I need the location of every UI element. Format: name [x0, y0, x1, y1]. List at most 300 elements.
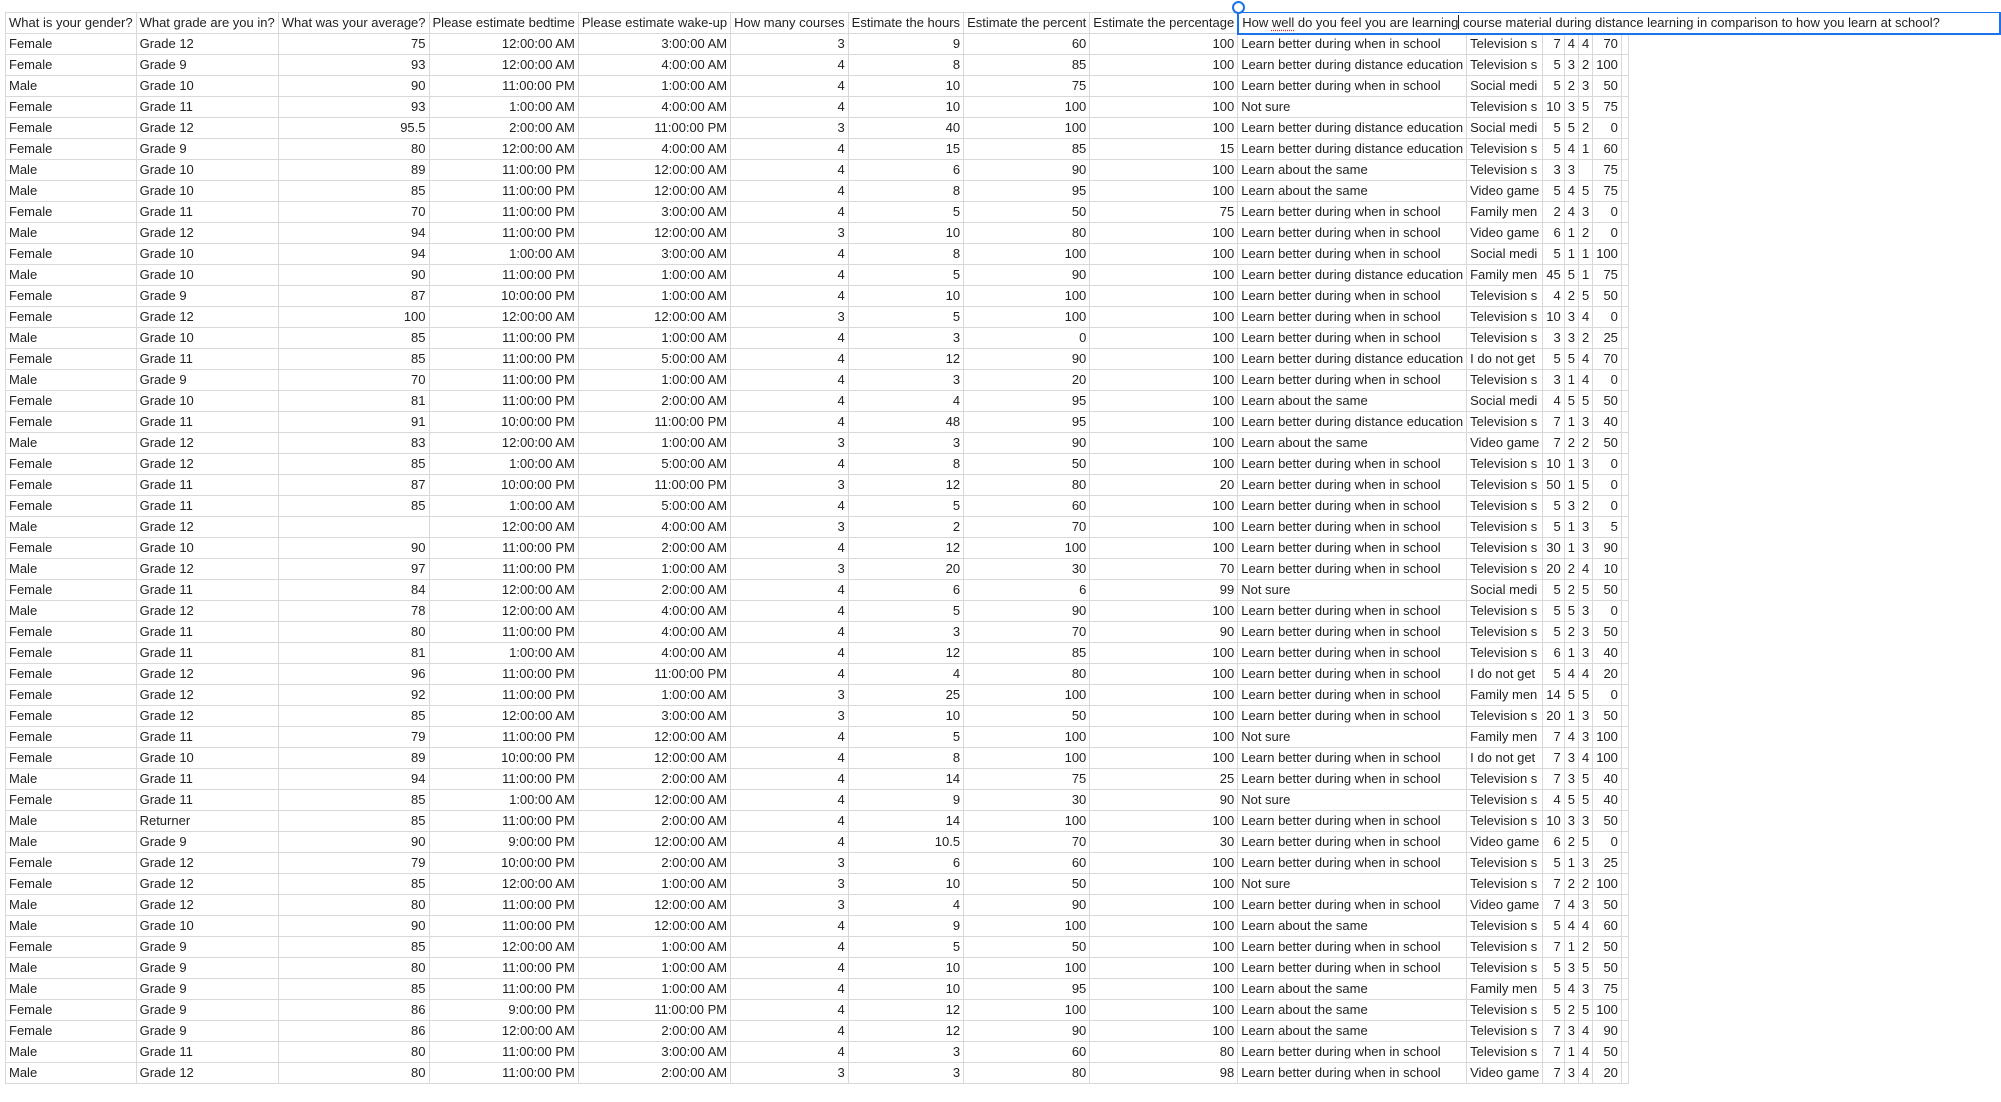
cell-col-p[interactable] — [1621, 790, 1628, 811]
cell-col-o[interactable]: 50 — [1593, 958, 1622, 979]
cell-col-n[interactable]: 5 — [1578, 286, 1592, 307]
cell-bedtime[interactable]: 11:00:00 PM — [429, 391, 578, 412]
cell-learning[interactable]: Learn better during when in school — [1238, 496, 1467, 517]
cell-wakeup[interactable]: 12:00:00 AM — [578, 748, 730, 769]
cell-col-n[interactable]: 5 — [1578, 832, 1592, 853]
cell-courses[interactable]: 4 — [731, 97, 849, 118]
cell-average[interactable]: 85 — [278, 874, 429, 895]
cell-wakeup[interactable]: 12:00:00 AM — [578, 160, 730, 181]
cell-percentage[interactable]: 100 — [1090, 412, 1238, 433]
cell-distraction[interactable]: Television s — [1467, 937, 1543, 958]
cell-col-n[interactable]: 2 — [1578, 937, 1592, 958]
cell-col-p[interactable] — [1621, 160, 1628, 181]
cell-average[interactable]: 80 — [278, 622, 429, 643]
cell-col-o[interactable]: 100 — [1593, 55, 1622, 76]
cell-hours[interactable]: 10 — [848, 76, 963, 97]
cell-courses[interactable]: 4 — [731, 811, 849, 832]
cell-gender[interactable]: Female — [6, 643, 137, 664]
header-cell-wakeup[interactable]: Please estimate wake-up — [578, 13, 730, 34]
cell-distraction[interactable]: I do not get — [1467, 349, 1543, 370]
cell-col-n[interactable]: 2 — [1578, 55, 1592, 76]
cell-percent[interactable]: 70 — [964, 622, 1090, 643]
cell-col-m[interactable]: 3 — [1564, 769, 1578, 790]
cell-col-o[interactable]: 0 — [1593, 685, 1622, 706]
cell-learning[interactable]: Learn about the same — [1238, 979, 1467, 1000]
cell-col-p[interactable] — [1621, 349, 1628, 370]
cell-percentage[interactable]: 100 — [1090, 601, 1238, 622]
cell-col-o[interactable]: 40 — [1593, 412, 1622, 433]
cell-average[interactable]: 85 — [278, 979, 429, 1000]
cell-percent[interactable]: 6 — [964, 580, 1090, 601]
cell-percentage[interactable]: 100 — [1090, 160, 1238, 181]
cell-bedtime[interactable]: 11:00:00 PM — [429, 265, 578, 286]
header-cell-courses[interactable]: How many courses — [731, 13, 849, 34]
cell-col-m[interactable]: 4 — [1564, 916, 1578, 937]
cell-percentage[interactable]: 100 — [1090, 706, 1238, 727]
cell-learning[interactable]: Learn about the same — [1238, 181, 1467, 202]
cell-bedtime[interactable]: 12:00:00 AM — [429, 55, 578, 76]
cell-hours[interactable]: 9 — [848, 34, 963, 55]
cell-col-m[interactable]: 1 — [1564, 643, 1578, 664]
cell-percentage[interactable]: 25 — [1090, 769, 1238, 790]
cell-bedtime[interactable]: 1:00:00 AM — [429, 244, 578, 265]
cell-col-n[interactable]: 5 — [1578, 685, 1592, 706]
cell-gender[interactable]: Female — [6, 937, 137, 958]
cell-distraction[interactable]: Television s — [1467, 1021, 1543, 1042]
cell-col-p[interactable] — [1621, 34, 1628, 55]
cell-col-l[interactable]: 5 — [1543, 853, 1564, 874]
cell-grade[interactable]: Returner — [136, 811, 278, 832]
cell-percentage[interactable]: 100 — [1090, 496, 1238, 517]
cell-hours[interactable]: 20 — [848, 559, 963, 580]
cell-wakeup[interactable]: 11:00:00 PM — [578, 412, 730, 433]
cell-percent[interactable]: 90 — [964, 160, 1090, 181]
cell-learning[interactable]: Learn better during when in school — [1238, 853, 1467, 874]
cell-col-o[interactable]: 50 — [1593, 286, 1622, 307]
cell-wakeup[interactable]: 1:00:00 AM — [578, 958, 730, 979]
cell-gender[interactable]: Female — [6, 664, 137, 685]
cell-hours[interactable]: 5 — [848, 496, 963, 517]
cell-wakeup[interactable]: 5:00:00 AM — [578, 454, 730, 475]
cell-distraction[interactable]: Television s — [1467, 790, 1543, 811]
cell-col-l[interactable]: 7 — [1543, 1021, 1564, 1042]
cell-col-l[interactable]: 7 — [1543, 412, 1564, 433]
cell-col-o[interactable]: 0 — [1593, 118, 1622, 139]
cell-average[interactable]: 70 — [278, 202, 429, 223]
cell-grade[interactable]: Grade 12 — [136, 307, 278, 328]
cell-average[interactable]: 97 — [278, 559, 429, 580]
cell-gender[interactable]: Female — [6, 874, 137, 895]
cell-learning[interactable]: Learn better during when in school — [1238, 958, 1467, 979]
cell-col-p[interactable] — [1621, 454, 1628, 475]
cell-col-m[interactable]: 3 — [1564, 307, 1578, 328]
header-cell-bedtime[interactable]: Please estimate bedtime — [429, 13, 578, 34]
cell-courses[interactable]: 3 — [731, 34, 849, 55]
cell-percentage[interactable]: 100 — [1090, 1000, 1238, 1021]
cell-col-m[interactable]: 4 — [1564, 895, 1578, 916]
cell-col-n[interactable]: 5 — [1578, 769, 1592, 790]
cell-hours[interactable]: 48 — [848, 412, 963, 433]
cell-col-l[interactable]: 30 — [1543, 538, 1564, 559]
cell-courses[interactable]: 4 — [731, 160, 849, 181]
cell-col-l[interactable]: 4 — [1543, 391, 1564, 412]
cell-courses[interactable]: 3 — [731, 223, 849, 244]
header-cell-hours[interactable]: Estimate the hours — [848, 13, 963, 34]
cell-learning[interactable]: Learn better during when in school — [1238, 1063, 1467, 1084]
cell-bedtime[interactable]: 9:00:00 PM — [429, 832, 578, 853]
cell-courses[interactable]: 4 — [731, 454, 849, 475]
cell-wakeup[interactable]: 12:00:00 AM — [578, 916, 730, 937]
cell-col-o[interactable]: 100 — [1593, 244, 1622, 265]
cell-average[interactable]: 95.5 — [278, 118, 429, 139]
cell-col-l[interactable]: 7 — [1543, 748, 1564, 769]
cell-col-n[interactable]: 3 — [1578, 517, 1592, 538]
cell-percentage[interactable]: 100 — [1090, 433, 1238, 454]
cell-gender[interactable]: Female — [6, 97, 137, 118]
cell-percentage[interactable]: 100 — [1090, 685, 1238, 706]
cell-hours[interactable]: 4 — [848, 664, 963, 685]
cell-col-p[interactable] — [1621, 496, 1628, 517]
cell-col-n[interactable]: 3 — [1578, 622, 1592, 643]
cell-col-p[interactable] — [1621, 307, 1628, 328]
cell-col-l[interactable]: 7 — [1543, 1063, 1564, 1084]
cell-distraction[interactable]: Social medi — [1467, 244, 1543, 265]
cell-col-p[interactable] — [1621, 244, 1628, 265]
cell-percent[interactable]: 90 — [964, 895, 1090, 916]
cell-percentage[interactable]: 30 — [1090, 832, 1238, 853]
cell-courses[interactable]: 4 — [731, 349, 849, 370]
cell-percentage[interactable]: 100 — [1090, 727, 1238, 748]
cell-bedtime[interactable]: 11:00:00 PM — [429, 1042, 578, 1063]
cell-distraction[interactable]: Video game — [1467, 832, 1543, 853]
cell-col-n[interactable]: 5 — [1578, 958, 1592, 979]
cell-average[interactable]: 91 — [278, 412, 429, 433]
cell-wakeup[interactable]: 1:00:00 AM — [578, 874, 730, 895]
cell-col-l[interactable]: 5 — [1543, 517, 1564, 538]
cell-distraction[interactable]: Television s — [1467, 853, 1543, 874]
cell-distraction[interactable]: Television s — [1467, 958, 1543, 979]
cell-distraction[interactable]: Television s — [1467, 454, 1543, 475]
cell-gender[interactable]: Female — [6, 349, 137, 370]
cell-col-p[interactable] — [1621, 979, 1628, 1000]
cell-percent[interactable]: 95 — [964, 979, 1090, 1000]
cell-average[interactable]: 80 — [278, 1042, 429, 1063]
cell-gender[interactable]: Female — [6, 622, 137, 643]
cell-learning[interactable]: Not sure — [1238, 727, 1467, 748]
cell-hours[interactable]: 10 — [848, 958, 963, 979]
cell-grade[interactable]: Grade 9 — [136, 979, 278, 1000]
cell-distraction[interactable]: I do not get — [1467, 748, 1543, 769]
cell-wakeup[interactable]: 11:00:00 PM — [578, 475, 730, 496]
cell-col-o[interactable]: 0 — [1593, 475, 1622, 496]
cell-col-p[interactable] — [1621, 958, 1628, 979]
cell-learning[interactable]: Learn better during distance education — [1238, 412, 1467, 433]
cell-col-p[interactable] — [1621, 748, 1628, 769]
cell-col-p[interactable] — [1621, 601, 1628, 622]
cell-learning[interactable]: Learn better during when in school — [1238, 244, 1467, 265]
cell-percentage[interactable]: 100 — [1090, 265, 1238, 286]
cell-hours[interactable]: 15 — [848, 139, 963, 160]
cell-col-o[interactable]: 25 — [1593, 853, 1622, 874]
cell-distraction[interactable]: Social medi — [1467, 580, 1543, 601]
cell-hours[interactable]: 5 — [848, 265, 963, 286]
cell-gender[interactable]: Female — [6, 1021, 137, 1042]
cell-col-p[interactable] — [1621, 517, 1628, 538]
cell-col-m[interactable]: 5 — [1564, 265, 1578, 286]
cell-col-m[interactable]: 3 — [1564, 748, 1578, 769]
cell-average[interactable]: 85 — [278, 496, 429, 517]
cell-courses[interactable]: 4 — [731, 727, 849, 748]
cell-wakeup[interactable]: 3:00:00 AM — [578, 202, 730, 223]
cell-col-l[interactable]: 4 — [1543, 790, 1564, 811]
cell-average[interactable]: 87 — [278, 286, 429, 307]
cell-wakeup[interactable]: 2:00:00 AM — [578, 811, 730, 832]
cell-col-o[interactable]: 50 — [1593, 580, 1622, 601]
cell-average[interactable]: 80 — [278, 895, 429, 916]
cell-bedtime[interactable]: 11:00:00 PM — [429, 370, 578, 391]
cell-wakeup[interactable]: 1:00:00 AM — [578, 328, 730, 349]
cell-courses[interactable]: 4 — [731, 748, 849, 769]
cell-col-p[interactable] — [1621, 412, 1628, 433]
cell-col-o[interactable]: 75 — [1593, 979, 1622, 1000]
cell-col-m[interactable]: 1 — [1564, 370, 1578, 391]
cell-courses[interactable]: 4 — [731, 76, 849, 97]
cell-wakeup[interactable]: 2:00:00 AM — [578, 538, 730, 559]
cell-percent[interactable]: 95 — [964, 412, 1090, 433]
cell-gender[interactable]: Male — [6, 76, 137, 97]
cell-col-p[interactable] — [1621, 76, 1628, 97]
cell-hours[interactable]: 12 — [848, 475, 963, 496]
cell-bedtime[interactable]: 12:00:00 AM — [429, 601, 578, 622]
cell-col-o[interactable]: 0 — [1593, 601, 1622, 622]
cell-gender[interactable]: Male — [6, 223, 137, 244]
cell-learning[interactable]: Learn better during when in school — [1238, 643, 1467, 664]
cell-percentage[interactable]: 100 — [1090, 55, 1238, 76]
cell-bedtime[interactable]: 11:00:00 PM — [429, 181, 578, 202]
cell-col-l[interactable]: 3 — [1543, 370, 1564, 391]
cell-col-m[interactable]: 1 — [1564, 454, 1578, 475]
cell-col-n[interactable]: 5 — [1578, 97, 1592, 118]
cell-percent[interactable]: 100 — [964, 811, 1090, 832]
cell-courses[interactable]: 4 — [731, 1000, 849, 1021]
cell-gender[interactable]: Male — [6, 916, 137, 937]
cell-learning[interactable]: Learn better during distance education — [1238, 139, 1467, 160]
cell-grade[interactable]: Grade 9 — [136, 370, 278, 391]
cell-gender[interactable]: Male — [6, 433, 137, 454]
cell-bedtime[interactable]: 10:00:00 PM — [429, 412, 578, 433]
cell-gender[interactable]: Male — [6, 265, 137, 286]
cell-learning[interactable]: Learn better during when in school — [1238, 286, 1467, 307]
cell-gender[interactable]: Male — [6, 958, 137, 979]
cell-col-p[interactable] — [1621, 706, 1628, 727]
cell-courses[interactable]: 4 — [731, 496, 849, 517]
cell-wakeup[interactable]: 3:00:00 AM — [578, 244, 730, 265]
cell-col-n[interactable]: 3 — [1578, 412, 1592, 433]
cell-average[interactable]: 92 — [278, 685, 429, 706]
cell-wakeup[interactable]: 4:00:00 AM — [578, 139, 730, 160]
cell-col-n[interactable]: 3 — [1578, 853, 1592, 874]
cell-wakeup[interactable]: 12:00:00 AM — [578, 727, 730, 748]
cell-courses[interactable]: 3 — [731, 706, 849, 727]
cell-grade[interactable]: Grade 9 — [136, 286, 278, 307]
cell-wakeup[interactable]: 5:00:00 AM — [578, 496, 730, 517]
cell-col-o[interactable]: 50 — [1593, 937, 1622, 958]
cell-col-l[interactable]: 7 — [1543, 34, 1564, 55]
cell-grade[interactable]: Grade 11 — [136, 790, 278, 811]
cell-courses[interactable]: 4 — [731, 370, 849, 391]
cell-col-n[interactable]: 2 — [1578, 433, 1592, 454]
cell-percent[interactable]: 30 — [964, 559, 1090, 580]
cell-hours[interactable]: 6 — [848, 160, 963, 181]
cell-grade[interactable]: Grade 12 — [136, 874, 278, 895]
cell-bedtime[interactable]: 2:00:00 AM — [429, 118, 578, 139]
cell-bedtime[interactable]: 1:00:00 AM — [429, 643, 578, 664]
cell-col-o[interactable]: 0 — [1593, 454, 1622, 475]
cell-wakeup[interactable]: 3:00:00 AM — [578, 706, 730, 727]
cell-learning[interactable]: Learn better during when in school — [1238, 223, 1467, 244]
cell-learning[interactable]: Learn better during when in school — [1238, 664, 1467, 685]
cell-col-l[interactable]: 5 — [1543, 118, 1564, 139]
cell-learning[interactable]: Learn better during when in school — [1238, 769, 1467, 790]
cell-courses[interactable]: 3 — [731, 118, 849, 139]
cell-col-l[interactable]: 5 — [1543, 916, 1564, 937]
cell-wakeup[interactable]: 4:00:00 AM — [578, 97, 730, 118]
cell-percent[interactable]: 85 — [964, 55, 1090, 76]
cell-bedtime[interactable]: 1:00:00 AM — [429, 97, 578, 118]
cell-col-n[interactable]: 3 — [1578, 538, 1592, 559]
cell-col-m[interactable]: 1 — [1564, 538, 1578, 559]
cell-hours[interactable]: 6 — [848, 580, 963, 601]
cell-percent[interactable]: 60 — [964, 1042, 1090, 1063]
cell-percentage[interactable]: 100 — [1090, 223, 1238, 244]
cell-distraction[interactable]: Television s — [1467, 496, 1543, 517]
cell-distraction[interactable]: Television s — [1467, 517, 1543, 538]
cell-col-p[interactable] — [1621, 286, 1628, 307]
cell-col-p[interactable] — [1621, 916, 1628, 937]
cell-bedtime[interactable]: 12:00:00 AM — [429, 517, 578, 538]
cell-col-p[interactable] — [1621, 727, 1628, 748]
header-cell-percent[interactable]: Estimate the percent — [964, 13, 1090, 34]
cell-hours[interactable]: 12 — [848, 1000, 963, 1021]
cell-distraction[interactable]: Television s — [1467, 1042, 1543, 1063]
cell-grade[interactable]: Grade 9 — [136, 832, 278, 853]
cell-hours[interactable]: 2 — [848, 517, 963, 538]
cell-hours[interactable]: 10 — [848, 286, 963, 307]
cell-col-n[interactable]: 4 — [1578, 916, 1592, 937]
cell-col-l[interactable]: 5 — [1543, 580, 1564, 601]
cell-learning[interactable]: Learn about the same — [1238, 391, 1467, 412]
cell-distraction[interactable]: Family men — [1467, 979, 1543, 1000]
cell-courses[interactable]: 3 — [731, 433, 849, 454]
cell-bedtime[interactable]: 9:00:00 PM — [429, 1000, 578, 1021]
cell-col-m[interactable]: 1 — [1564, 853, 1578, 874]
cell-col-l[interactable]: 5 — [1543, 622, 1564, 643]
cell-learning[interactable]: Learn better during distance education — [1238, 118, 1467, 139]
cell-grade[interactable]: Grade 10 — [136, 328, 278, 349]
cell-col-n[interactable]: 4 — [1578, 664, 1592, 685]
cell-hours[interactable]: 6 — [848, 853, 963, 874]
cell-col-l[interactable]: 10 — [1543, 454, 1564, 475]
cell-percentage[interactable]: 100 — [1090, 874, 1238, 895]
cell-col-n[interactable]: 2 — [1578, 118, 1592, 139]
cell-gender[interactable]: Male — [6, 370, 137, 391]
cell-average[interactable]: 79 — [278, 853, 429, 874]
cell-col-n[interactable]: 2 — [1578, 223, 1592, 244]
cell-average[interactable] — [278, 517, 429, 538]
cell-distraction[interactable]: Television s — [1467, 916, 1543, 937]
cell-learning[interactable]: Learn better during when in school — [1238, 517, 1467, 538]
cell-average[interactable]: 89 — [278, 160, 429, 181]
cell-average[interactable]: 85 — [278, 454, 429, 475]
cell-col-n[interactable]: 3 — [1578, 706, 1592, 727]
cell-learning[interactable]: Learn about the same — [1238, 916, 1467, 937]
cell-col-o[interactable]: 60 — [1593, 139, 1622, 160]
cell-learning[interactable]: Not sure — [1238, 580, 1467, 601]
cell-col-o[interactable]: 50 — [1593, 706, 1622, 727]
cell-learning[interactable]: Learn better during when in school — [1238, 1042, 1467, 1063]
cell-col-l[interactable]: 14 — [1543, 685, 1564, 706]
cell-wakeup[interactable]: 2:00:00 AM — [578, 1021, 730, 1042]
active-cell-text[interactable] — [1242, 13, 1940, 33]
cell-courses[interactable]: 4 — [731, 55, 849, 76]
cell-average[interactable]: 81 — [278, 643, 429, 664]
cell-col-o[interactable]: 5 — [1593, 517, 1622, 538]
cell-grade[interactable]: Grade 9 — [136, 937, 278, 958]
cell-wakeup[interactable]: 12:00:00 AM — [578, 307, 730, 328]
cell-col-p[interactable] — [1621, 685, 1628, 706]
cell-average[interactable]: 79 — [278, 727, 429, 748]
cell-wakeup[interactable]: 4:00:00 AM — [578, 517, 730, 538]
cell-grade[interactable]: Grade 10 — [136, 181, 278, 202]
cell-col-o[interactable]: 0 — [1593, 223, 1622, 244]
cell-hours[interactable]: 5 — [848, 937, 963, 958]
cell-hours[interactable]: 3 — [848, 1042, 963, 1063]
cell-percent[interactable]: 80 — [964, 475, 1090, 496]
cell-col-n[interactable]: 3 — [1578, 454, 1592, 475]
cell-col-o[interactable]: 20 — [1593, 1063, 1622, 1084]
cell-col-m[interactable]: 4 — [1564, 727, 1578, 748]
cell-average[interactable]: 90 — [278, 832, 429, 853]
cell-col-o[interactable]: 100 — [1593, 727, 1622, 748]
cell-grade[interactable]: Grade 11 — [136, 727, 278, 748]
cell-percent[interactable]: 75 — [964, 769, 1090, 790]
cell-grade[interactable]: Grade 10 — [136, 391, 278, 412]
cell-hours[interactable]: 12 — [848, 538, 963, 559]
cell-grade[interactable]: Grade 9 — [136, 1000, 278, 1021]
cell-col-m[interactable]: 3 — [1564, 1021, 1578, 1042]
cell-grade[interactable]: Grade 10 — [136, 160, 278, 181]
cell-grade[interactable]: Grade 11 — [136, 580, 278, 601]
cell-gender[interactable]: Male — [6, 559, 137, 580]
cell-wakeup[interactable]: 4:00:00 AM — [578, 55, 730, 76]
cell-bedtime[interactable]: 12:00:00 AM — [429, 139, 578, 160]
cell-percentage[interactable]: 20 — [1090, 475, 1238, 496]
cell-percent[interactable]: 50 — [964, 454, 1090, 475]
cell-percent[interactable]: 100 — [964, 307, 1090, 328]
cell-col-p[interactable] — [1621, 328, 1628, 349]
cell-courses[interactable]: 4 — [731, 664, 849, 685]
cell-grade[interactable]: Grade 10 — [136, 265, 278, 286]
cell-hours[interactable]: 10.5 — [848, 832, 963, 853]
cell-wakeup[interactable]: 11:00:00 PM — [578, 664, 730, 685]
cell-distraction[interactable]: Video game — [1467, 1063, 1543, 1084]
cell-bedtime[interactable]: 11:00:00 PM — [429, 160, 578, 181]
cell-grade[interactable]: Grade 11 — [136, 496, 278, 517]
cell-percentage[interactable]: 100 — [1090, 937, 1238, 958]
cell-col-l[interactable]: 5 — [1543, 55, 1564, 76]
cell-col-o[interactable]: 90 — [1593, 1021, 1622, 1042]
cell-col-l[interactable]: 7 — [1543, 874, 1564, 895]
